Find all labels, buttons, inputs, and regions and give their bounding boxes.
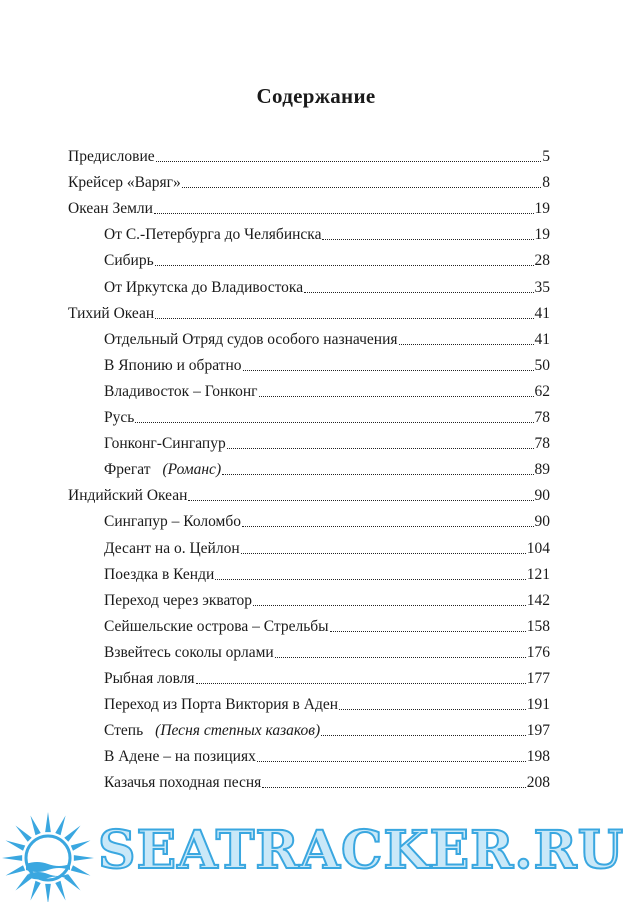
toc-entry-label: Крейсер «Варяг» — [68, 174, 181, 192]
toc-entry-label: Фрегат — [104, 461, 151, 479]
dot-leader — [155, 265, 534, 266]
dot-leader — [215, 579, 525, 580]
dot-leader — [253, 605, 526, 606]
toc-entry-label: Сейшельские острова – Стрельбы — [104, 617, 329, 635]
sun-ray — [30, 881, 40, 901]
toc-entry — [68, 194, 550, 218]
sun-ray — [74, 855, 94, 861]
dot-leader — [321, 735, 526, 736]
dot-leader — [322, 239, 533, 240]
toc-entry — [104, 403, 550, 427]
sun-ray — [15, 825, 31, 841]
dot-leader — [304, 292, 533, 293]
toc-entry — [104, 560, 550, 584]
toc-entry-page: 41 — [534, 330, 550, 348]
toc-entry-label: От Иркутска до Владивостока — [104, 278, 304, 296]
toc-entry — [68, 481, 550, 505]
toc-entry-page: 142 — [526, 591, 550, 609]
sun-ray — [64, 825, 80, 841]
toc-entry-page: 41 — [534, 304, 550, 322]
toc-entry-page: 62 — [534, 382, 550, 400]
dot-leader — [227, 448, 534, 449]
toc-entry — [104, 586, 550, 610]
toc-entry-label: Гонконг-Сингапур — [104, 435, 226, 453]
toc-entry-page: 19 — [534, 200, 550, 218]
sun-ray — [15, 874, 31, 890]
toc-entry — [104, 246, 550, 270]
toc-entry-label: Отдельный Отряд судов особого назначения — [104, 330, 398, 348]
dot-leader — [188, 500, 533, 501]
toc-entry-page: 78 — [534, 435, 550, 453]
sun-ray — [55, 816, 65, 836]
dot-leader — [262, 787, 525, 788]
toc-entry-page: 90 — [534, 513, 550, 531]
toc-entry-page: 121 — [526, 565, 550, 583]
toc-entry — [104, 429, 550, 453]
toc-entry — [104, 612, 550, 636]
toc-entry — [104, 351, 550, 375]
toc-entry-page: 90 — [534, 487, 550, 505]
toc-entry-label: Поездка в Кенди — [104, 565, 215, 583]
toc-entry — [104, 325, 550, 349]
dot-leader — [339, 709, 526, 710]
toc-entry-page: 191 — [526, 696, 550, 714]
toc-entry-page: 19 — [534, 226, 550, 244]
toc-entry — [104, 455, 550, 479]
toc-entry-page: 50 — [534, 356, 550, 374]
dot-leader — [182, 187, 541, 188]
toc-entry-note: (Песня степных казаков) — [155, 722, 321, 740]
toc-entry-page: 104 — [526, 539, 550, 557]
toc-entry-page: 197 — [526, 722, 550, 740]
toc-entry-label: Океан Земли — [68, 200, 153, 218]
toc-entry — [104, 377, 550, 401]
dot-leader — [154, 213, 534, 214]
toc-entry — [104, 273, 550, 297]
dot-leader — [399, 344, 534, 345]
sun-ray — [64, 874, 80, 890]
toc-entry-page: 158 — [526, 617, 550, 635]
sun-ray — [71, 840, 91, 850]
dot-leader — [242, 526, 533, 527]
toc-entry — [104, 742, 550, 766]
dot-leader — [257, 761, 526, 762]
dot-leader — [259, 396, 534, 397]
dot-leader — [135, 422, 533, 423]
toc-entry — [68, 142, 550, 166]
toc-entry-label: От С.-Петербурга до Челябинска — [104, 226, 322, 244]
toc-entry — [104, 220, 550, 244]
toc-entry-label: Степь — [104, 722, 144, 740]
toc-entry-page: 176 — [526, 643, 550, 661]
dot-leader — [330, 631, 526, 632]
toc-entry — [104, 507, 550, 531]
sun-ray — [45, 884, 51, 902]
toc-entry — [104, 690, 550, 714]
watermark-text: SEATRACKER.RU — [98, 820, 625, 881]
toc-entry — [104, 664, 550, 688]
toc-entry-page: 198 — [526, 748, 550, 766]
sun-ray — [2, 855, 22, 861]
toc-entry-page: 8 — [542, 174, 550, 192]
sun-ray — [55, 881, 65, 901]
toc-entry-label: Сингапур – Коломбо — [104, 513, 242, 531]
toc-entry-page: 208 — [526, 774, 550, 792]
dot-leader — [156, 161, 542, 162]
sun-ray — [71, 865, 91, 875]
sun-ray — [45, 812, 51, 832]
toc-entry-label: Индийский Океан — [68, 487, 188, 505]
toc-entry — [104, 768, 550, 792]
sun-ray — [6, 865, 26, 875]
toc-entry-label: Десант на о. Цейлон — [104, 539, 240, 557]
toc-entry-page: 28 — [534, 252, 550, 270]
toc-entry-page: 78 — [534, 409, 550, 426]
sun-ray — [6, 840, 26, 850]
toc-entry — [104, 534, 550, 558]
toc-entry-page: 35 — [534, 278, 550, 296]
toc-entry-label: В Адене – на позициях — [104, 748, 256, 766]
toc-entry-page: 5 — [542, 148, 550, 165]
toc-entry-label: Тихий Океан — [68, 304, 155, 322]
dot-leader — [275, 657, 526, 658]
toc-entry-label: Предисловие — [68, 148, 155, 165]
toc-entry-note: (Романс) — [162, 461, 222, 479]
dot-leader — [155, 318, 533, 319]
page-title: Содержание — [256, 84, 376, 108]
toc-entry-label: Рыбная ловля — [104, 670, 195, 687]
toc-entry-label: Русь — [104, 409, 135, 426]
toc-entry-label: Сибирь — [104, 252, 154, 270]
dot-leader — [241, 553, 526, 554]
sun-ray — [30, 816, 40, 836]
toc-entry-label: Владивосток – Гонконг — [104, 382, 258, 400]
toc-entry — [68, 168, 550, 192]
toc-entry-page: 177 — [526, 670, 550, 687]
dot-leader — [196, 683, 526, 684]
toc-entry-label: Взвейтесь соколы орлами — [104, 643, 274, 661]
toc-entry — [104, 716, 550, 740]
toc-entry-label: Переход через экватор — [104, 591, 253, 609]
dot-leader — [222, 474, 533, 475]
toc-entry-label: Переход из Порта Виктория в Аден — [104, 696, 338, 714]
toc-entry-page: 89 — [534, 461, 550, 479]
toc-entry — [104, 638, 550, 662]
toc-entry — [68, 299, 550, 323]
toc-entry-label: Казачья походная песня — [104, 774, 262, 792]
dot-leader — [243, 370, 534, 371]
toc-entry-label: В Японию и обратно — [104, 356, 242, 374]
